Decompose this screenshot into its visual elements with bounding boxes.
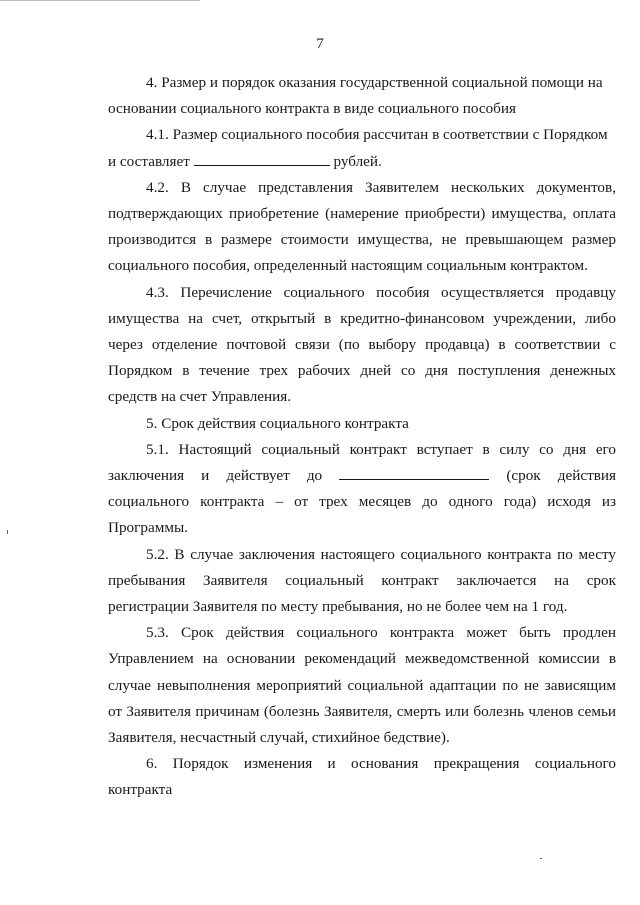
text-line: 5.1. Настоящий социальный контракт вступает в силу со дня его — [146, 440, 616, 458]
text-fragment: и составляет — [108, 152, 190, 170]
text-line: имущества на счет, открытый в кредитно-финансовом учреждении, либо — [108, 309, 616, 327]
scan-edge-line — [0, 0, 200, 1]
text-line: социального пособия, определенный настоящим социальным контрактом. — [108, 257, 588, 275]
text-line — [108, 149, 616, 175]
text-fragment: заключения и действует до — [108, 467, 323, 485]
date-blank-field — [339, 465, 489, 480]
text-fragment: (срок действия — [506, 467, 617, 485]
amount-blank-field — [194, 151, 330, 166]
text-line: Программы. — [108, 519, 188, 537]
section-4-heading — [108, 70, 616, 122]
text-line: случае невыполнения мероприятий социальной адаптации по не зависящим — [108, 676, 616, 694]
text-line: пребывания Заявителя социальный контракт заключается на срок — [108, 571, 616, 589]
text-line: 6. Порядок изменения и основания прекращения социального — [146, 755, 616, 773]
text-line: подтверждающих приобретение (намерение приобрести) имущества, оплата — [108, 205, 616, 223]
section-5-heading — [108, 411, 616, 437]
section-6-heading — [108, 751, 616, 803]
text-fragment: рублей. — [333, 152, 382, 170]
text-line: 5.2. В случае заключения настоящего социального контракта по месту — [146, 545, 616, 563]
paragraph-5-1 — [108, 437, 616, 542]
text-line: основании социального контракта в виде социального пособия — [108, 100, 517, 118]
text-line — [108, 463, 616, 489]
text-line: Заявителя, несчастный случай, стихийное бедствие). — [108, 729, 450, 747]
text-line: 5.3. Срок действия социального контракта может быть продлен — [146, 624, 616, 642]
text-line: 4.1. Размер социального пособия рассчитан в соответствии с Порядком — [146, 126, 608, 144]
page-number: 7 — [316, 36, 324, 52]
document-body — [108, 70, 616, 804]
text-line: 5. Срок действия социального контракта — [146, 414, 409, 432]
text-line: Управлением на основании рекомендаций межведомственной комиссии в — [108, 650, 616, 668]
scan-margin-mark — [7, 530, 8, 534]
text-line: контракта — [108, 781, 173, 799]
paragraph-4-3 — [108, 280, 616, 411]
paragraph-5-2 — [108, 542, 616, 621]
text-line: Порядком в течение трех рабочих дней со дня поступления денежных — [108, 362, 616, 380]
text-line: регистрации Заявителя по месту пребывания, но не более чем на 1 год. — [108, 598, 568, 616]
text-line: производится в размере стоимости имущества, не превышающем размер — [108, 231, 616, 249]
text-line: средств на счет Управления. — [108, 388, 292, 406]
scan-dot-mark — [540, 858, 542, 859]
text-line: социального контракта – от трех месяцев до одного года) исходя из — [108, 493, 616, 511]
paragraph-4-2 — [108, 175, 616, 280]
text-line: 4. Размер и порядок оказания государственной социальной помощи на — [146, 74, 603, 91]
text-line: через отделение почтовой связи (по выбору продавца) в соответствии с — [108, 336, 616, 354]
text-line: от Заявителя причинам (болезнь Заявителя, смерть или болезнь членов семьи — [108, 702, 616, 720]
paragraph-4-1 — [108, 122, 616, 174]
text-line: 4.3. Перечисление социального пособия осуществляется продавцу — [146, 283, 616, 301]
paragraph-5-3 — [108, 620, 616, 751]
text-line: 4.2. В случае представления Заявителем нескольких документов, — [146, 178, 616, 196]
